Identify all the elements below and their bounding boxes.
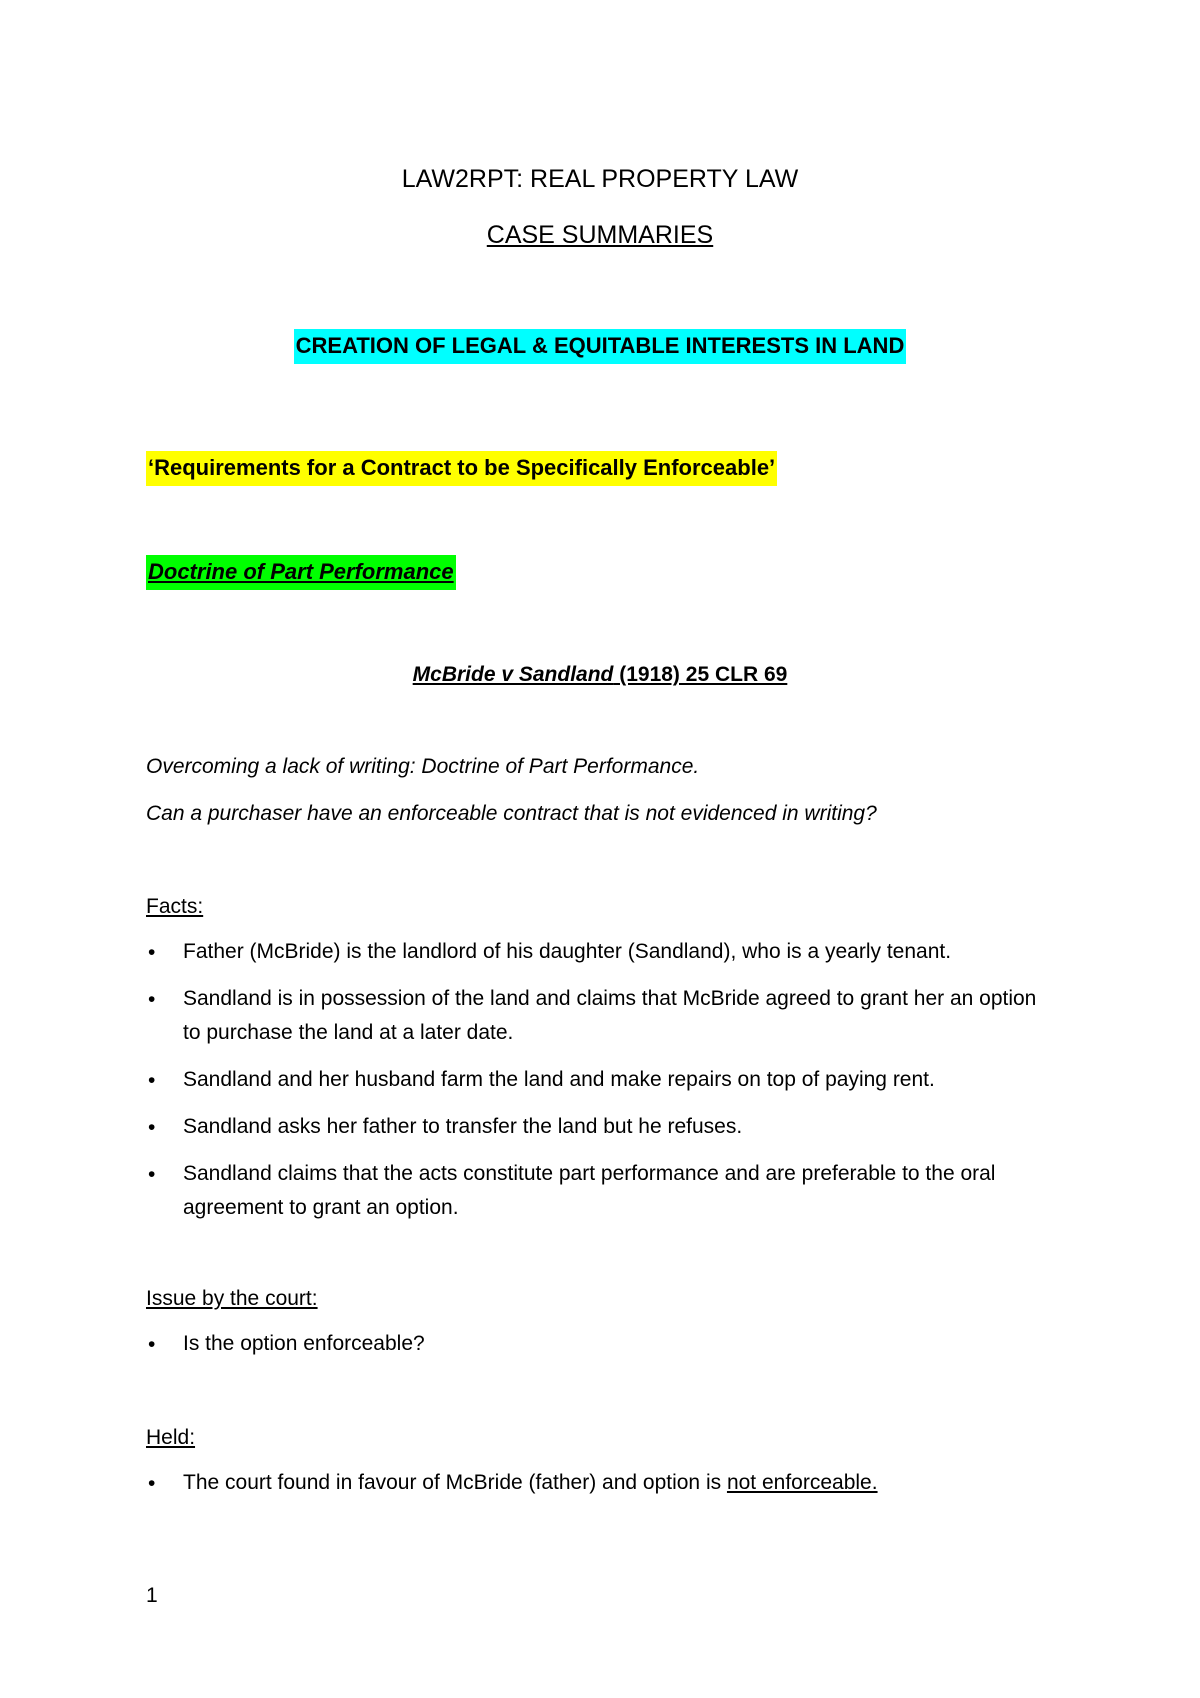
fact-item-5: Sandland claims that the acts constitute part performance and are preferable to the oral agreement to grant an option. [183, 1162, 996, 1219]
facts-label: Facts: [146, 895, 204, 918]
bullet-icon: • [148, 988, 156, 1011]
case-citation: (1918) 25 CLR 69 [613, 663, 788, 686]
page-number: 1 [146, 1584, 158, 1607]
bullet-icon: • [148, 1333, 156, 1356]
case-citation-line [0, 663, 1200, 687]
doctrine-heading-wrapper [146, 559, 456, 585]
bullet-icon: • [148, 1472, 156, 1495]
bullet-icon: • [148, 1116, 156, 1139]
held-emphasis: not enforceable. [726, 1471, 878, 1494]
bullet-icon: • [148, 1163, 156, 1186]
fact-item-3: Sandland and her husband farm the land and make repairs on top of paying rent. [183, 1068, 935, 1091]
issue-label: Issue by the court: [146, 1287, 318, 1310]
fact-item-2: Sandland is in possession of the land and claims that McBride agreed to grant her an option to purchase the land at a later date. [183, 987, 1037, 1044]
fact-item-4: Sandland asks her father to transfer the land but he refuses. [183, 1115, 743, 1138]
topic-heading-wrapper [0, 333, 1200, 359]
issue-item-1: Is the option enforceable? [183, 1332, 425, 1355]
fact-item-1: Father (McBride) is the landlord of his daughter (Sandland), who is a yearly tenant. [183, 940, 952, 963]
doctrine-heading: Doctrine of Part Performance [146, 555, 456, 590]
course-title: LAW2RPT: REAL PROPERTY LAW [401, 165, 799, 193]
held-item-1 [183, 1466, 1083, 1500]
bullet-icon: • [148, 1069, 156, 1092]
case-name: McBride v Sandland [412, 663, 614, 686]
case-intro-line-1: Overcoming a lack of writing: Doctrine of Part Performance. [146, 755, 700, 778]
held-text: The court found in favour of McBride (father) and option is [183, 1471, 727, 1494]
document-subtitle: CASE SUMMARIES [486, 221, 714, 249]
topic-heading: CREATION OF LEGAL & EQUITABLE INTERESTS IN LAND [294, 329, 907, 364]
case-intro-line-2: Can a purchaser have an enforceable contract that is not evidenced in writing? [146, 802, 877, 825]
subtopic-heading: ‘Requirements for a Contract to be Specifically Enforceable’ [146, 451, 777, 486]
subtopic-heading-wrapper [146, 455, 777, 481]
held-label: Held: [146, 1426, 196, 1449]
bullet-icon: • [148, 941, 156, 964]
